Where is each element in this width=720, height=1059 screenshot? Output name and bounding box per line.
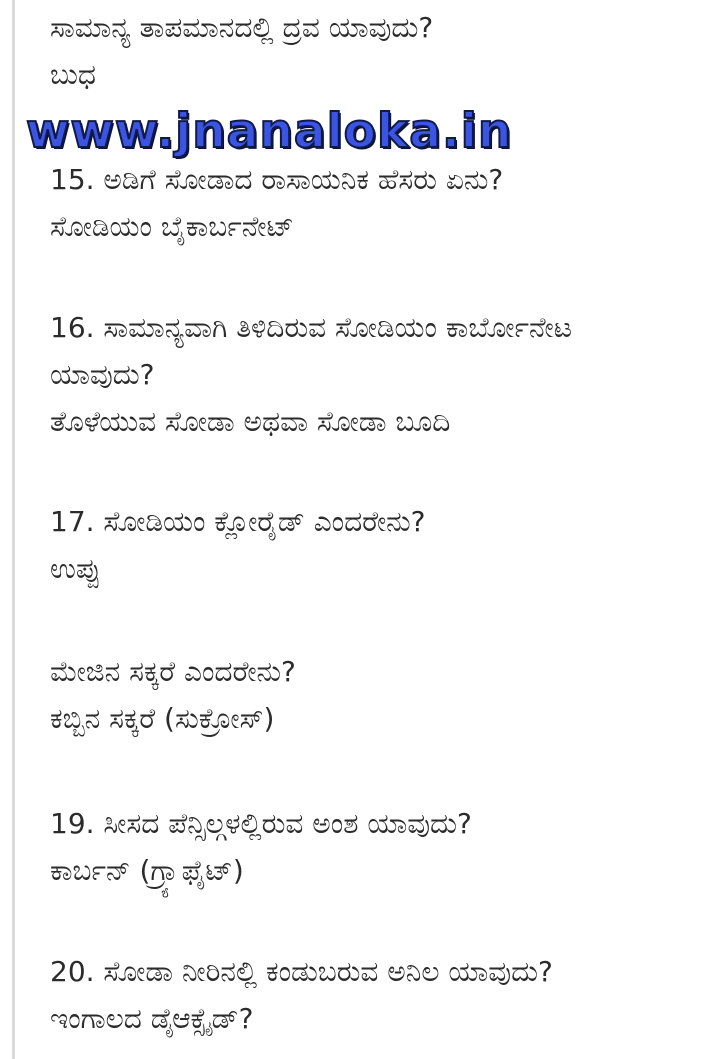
qa-item: [50, 156, 720, 250]
question-text: 15. ಅಡಿಗೆ ಸೋಡಾದ ರಾಸಾಯನಿಕ ಹೆಸರು ಏನು?: [50, 163, 504, 196]
question-text: 20. ಸೋಡಾ ನೀರಿನಲ್ಲಿ ಕಂಡುಬರುವ ಅನಿಲ ಯಾವುದು?: [50, 955, 553, 988]
qa-item: [50, 648, 720, 742]
answer-text: ಬುಧ: [50, 58, 96, 91]
answer-text: ಕಬ್ಬಿನ ಸಕ್ಕರೆ (ಸುಕ್ರೋಸ್): [50, 702, 275, 735]
qa-item: [50, 948, 720, 1042]
question-text: 19. ಸೀಸದ ಪೆನ್ಸಿಲ್ಗಳಲ್ಲಿರುವ ಅಂಶ ಯಾವುದು?: [50, 807, 472, 840]
question-text-continued: ಯಾವುದು?: [50, 358, 155, 391]
answer-text: ತೊಳೆಯುವ ಸೋಡಾ ಅಥವಾ ಸೋಡಾ ಬೂದಿ: [50, 405, 451, 438]
answer-text: ಕಾರ್ಬನ್ (ಗ್ರ್ಯಾಫೈಟ್): [50, 854, 244, 887]
question-text: ಮೇಜಿನ ಸಕ್ಕರೆ ಎಂದರೇನು?: [50, 655, 296, 688]
answer-text: ಸೋಡಿಯಂ ಬೈಕಾರ್ಬನೇಟ್: [50, 210, 294, 243]
qa-item: [50, 304, 720, 445]
qa-item: [50, 800, 720, 894]
qa-item: [50, 498, 720, 592]
site-watermark: www.jnanaloka.in: [26, 104, 513, 159]
question-text: 17. ಸೋಡಿಯಂ ಕ್ಲೋರೈಡ್ ಎಂದರೇನು?: [50, 505, 426, 538]
answer-text: ಉಪ್ಪು: [50, 552, 101, 585]
question-text: ಸಾಮಾನ್ಯ ತಾಪಮಾನದಲ್ಲಿ ದ್ರವ ಯಾವುದು?: [50, 11, 434, 44]
question-text: 16. ಸಾಮಾನ್ಯವಾಗಿ ತಿಳಿದಿರುವ ಸೋಡಿಯಂ ಕಾರ್ಬೋನೇಟ: [50, 311, 573, 344]
left-border-rule: [12, 0, 15, 1059]
answer-text: ಇಂಗಾಲದ ಡೈಆಕ್ಸೈಡ್?: [50, 1002, 254, 1035]
qa-item: [50, 4, 720, 98]
